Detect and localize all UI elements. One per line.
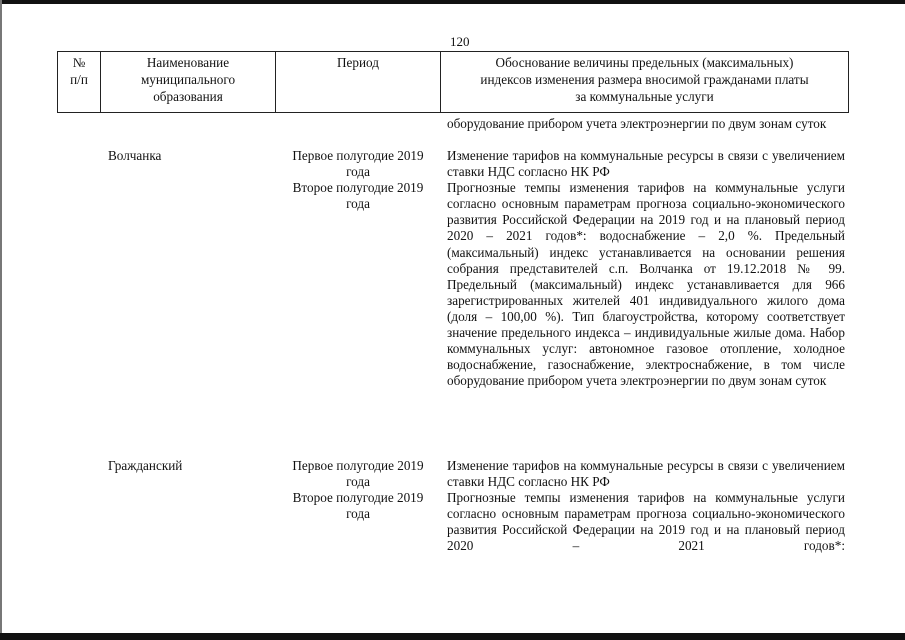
header-period-label: Период — [337, 55, 379, 70]
header-cell-name — [100, 51, 275, 113]
row-grazhdansky-name: Гражданский — [108, 458, 183, 473]
continuation-paragraph: оборудование прибором учета электроэнергии по двум зонам суток — [447, 116, 827, 131]
row-volchanka-name: Волчанка — [108, 148, 162, 163]
period-second-half: Второе полугодие 2019 года — [292, 180, 424, 212]
page-number: 120 — [450, 34, 470, 49]
justification-paragraph-1: Изменение тарифов на коммунальные ресурсы в связи с увеличением ставки НДС согласно НК РФ — [447, 148, 845, 180]
period-first-half: Первое полугодие 2019 года — [292, 458, 424, 490]
period-first-half: Первое полугодие 2019 года — [292, 148, 424, 180]
scan-left-edge — [0, 0, 2, 640]
header-cell-number — [57, 51, 100, 113]
row-grazhdansky-period — [288, 458, 428, 522]
row-grazhdansky-justification — [447, 458, 845, 555]
header-name-label: Наименование муниципального образования — [140, 55, 236, 104]
period-second-half: Второе полугодие 2019 года — [292, 490, 424, 522]
scan-bottom-border — [0, 633, 905, 640]
header-number-label: № п/п — [70, 55, 88, 87]
continuation-text — [447, 116, 845, 132]
row-volchanka-period — [288, 148, 428, 212]
justification-paragraph-2: Прогнозные темпы изменения тарифов на коммунальные услуги согласно основным параметрам прогноза социально-экономического развития Российской Федерации на 2019 год и на плановый период 2020 – 2021 годов*: водоснабжение – 2,0 %. Предельный (максимальный) индекс устанавливается на основании решения собрания представителей с.п. Волчанка от 19.12.2018 № 99. Предельный (максимальный) индекс устанавливается для 966 зарегистрированных жителей 401 индивидуального жилого дома (доля – 100,00 %). Тип благоустройства, которому соответствует значение предельного индекса – индивидуальные жилые дома. Набор коммунальных услуг: автономное газовое отопление, холодное водоснабжение, газоснабжение, электроснабжение, в том числе оборудование прибором учета электроэнергии по двум зонам суток — [447, 180, 845, 389]
row-volchanka-justification — [447, 148, 845, 389]
header-cell-justification — [440, 51, 849, 113]
header-cell-period — [275, 51, 440, 113]
justification-paragraph-2: Прогнозные темпы изменения тарифов на коммунальные услуги согласно основным параметрам прогноза социально-экономического развития Российской Федерации на 2019 год и на плановый период 2020 – 2021 годов*: — [447, 490, 845, 554]
header-justification-label: Обоснование величины предельных (максимальных) индексов изменения размера вносимой гражданами платы за коммунальные услуги — [480, 55, 809, 104]
scan-top-border — [0, 0, 905, 4]
justification-paragraph-1: Изменение тарифов на коммунальные ресурсы в связи с увеличением ставки НДС согласно НК РФ — [447, 458, 845, 490]
